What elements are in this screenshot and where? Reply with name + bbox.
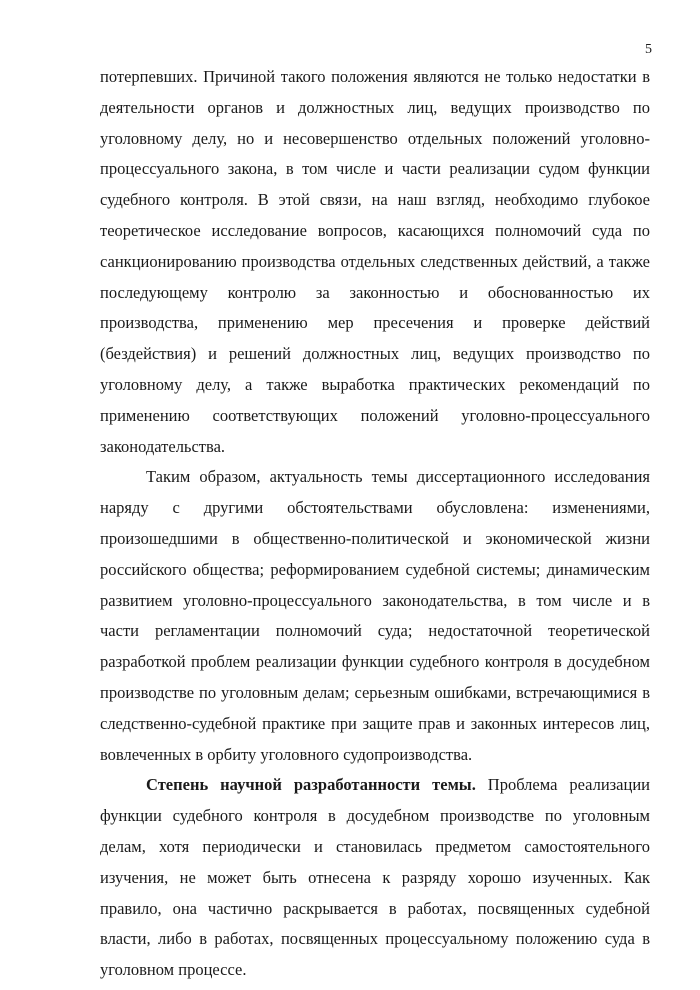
text-line: разработкой проблем реализации функции судебного контроля в досудебном [100, 652, 650, 672]
page-number: 5 [645, 42, 652, 57]
text-line: делам, хотя периодически и становилась предметом самостоятельного [100, 836, 650, 856]
heading-line-rest: Проблема реализации [475, 775, 650, 795]
text-line: деятельности органов и должностных лиц, ведущих производство по [100, 97, 650, 117]
text-line: российского общества; реформированием судебной системы; динамическим [100, 559, 650, 579]
text-line: санкционированию производства отдельных следственных действий, а также [100, 251, 650, 271]
paragraph-2 [100, 462, 650, 770]
text-line: (бездействия) и решений должностных лиц, ведущих производство по [100, 344, 650, 364]
text-line: судебного контроля. В этой связи, на наш взгляд, необходимо глубокое [100, 190, 650, 210]
text-line: наряду с другими обстоятельствами обусловлена: изменениями, [100, 498, 650, 518]
text-line: процессуального закона, в том числе и части реализации судом функции [100, 159, 650, 179]
text-line: функции судебного контроля в досудебном производстве по уголовным [100, 806, 650, 826]
text-line [100, 770, 650, 801]
text-line: следственно-судебной практике при защите прав и законных интересов лиц, [100, 713, 650, 733]
text-line: уголовному делу, но и несовершенство отдельных положений уголовно- [100, 128, 650, 148]
text-line: части регламентации полномочий суда; недостаточной теоретической [100, 621, 650, 641]
text-line: производства, применению мер пресечения и проверке действий [100, 313, 650, 333]
text-line: потерпевших. Причиной такого положения являются не только недостатки в [100, 67, 650, 86]
paragraph-3 [100, 770, 650, 986]
text-line: развитием уголовно-процессуального законодательства, в том числе и в [100, 590, 650, 610]
text-line: теоретическое исследование вопросов, касающихся полномочий суда по [100, 220, 650, 240]
text-line: произошедшими в общественно-политической и экономической жизни [100, 528, 650, 548]
document-body [100, 62, 650, 986]
section-heading: Степень научной разработанности темы. [146, 775, 476, 795]
text-line: изучения, не может быть отнесена к разряду хорошо изученных. Как [100, 867, 650, 887]
text-line: вовлеченных в орбиту уголовного судопроизводства. [100, 744, 473, 764]
text-line: уголовному делу, а также выработка практических рекомендаций по [100, 374, 650, 394]
text-line: правило, она частично раскрывается в работах, посвященных судебной [100, 898, 650, 918]
text-line: уголовном процессе. [100, 960, 247, 980]
text-line: последующему контролю за законностью и обоснованностью их [100, 282, 650, 302]
text-line: применению соответствующих положений уголовно-процессуального [100, 405, 650, 425]
text-line: власти, либо в работах, посвященных процессуальному положению суда в [100, 929, 650, 949]
paragraph-1 [100, 62, 650, 462]
text-line: Таким образом, актуальность темы диссертационного исследования [146, 467, 650, 487]
text-line: производстве по уголовным делам; серьезным ошибками, встречающимися в [100, 682, 650, 702]
text-line: законодательства. [100, 436, 226, 456]
